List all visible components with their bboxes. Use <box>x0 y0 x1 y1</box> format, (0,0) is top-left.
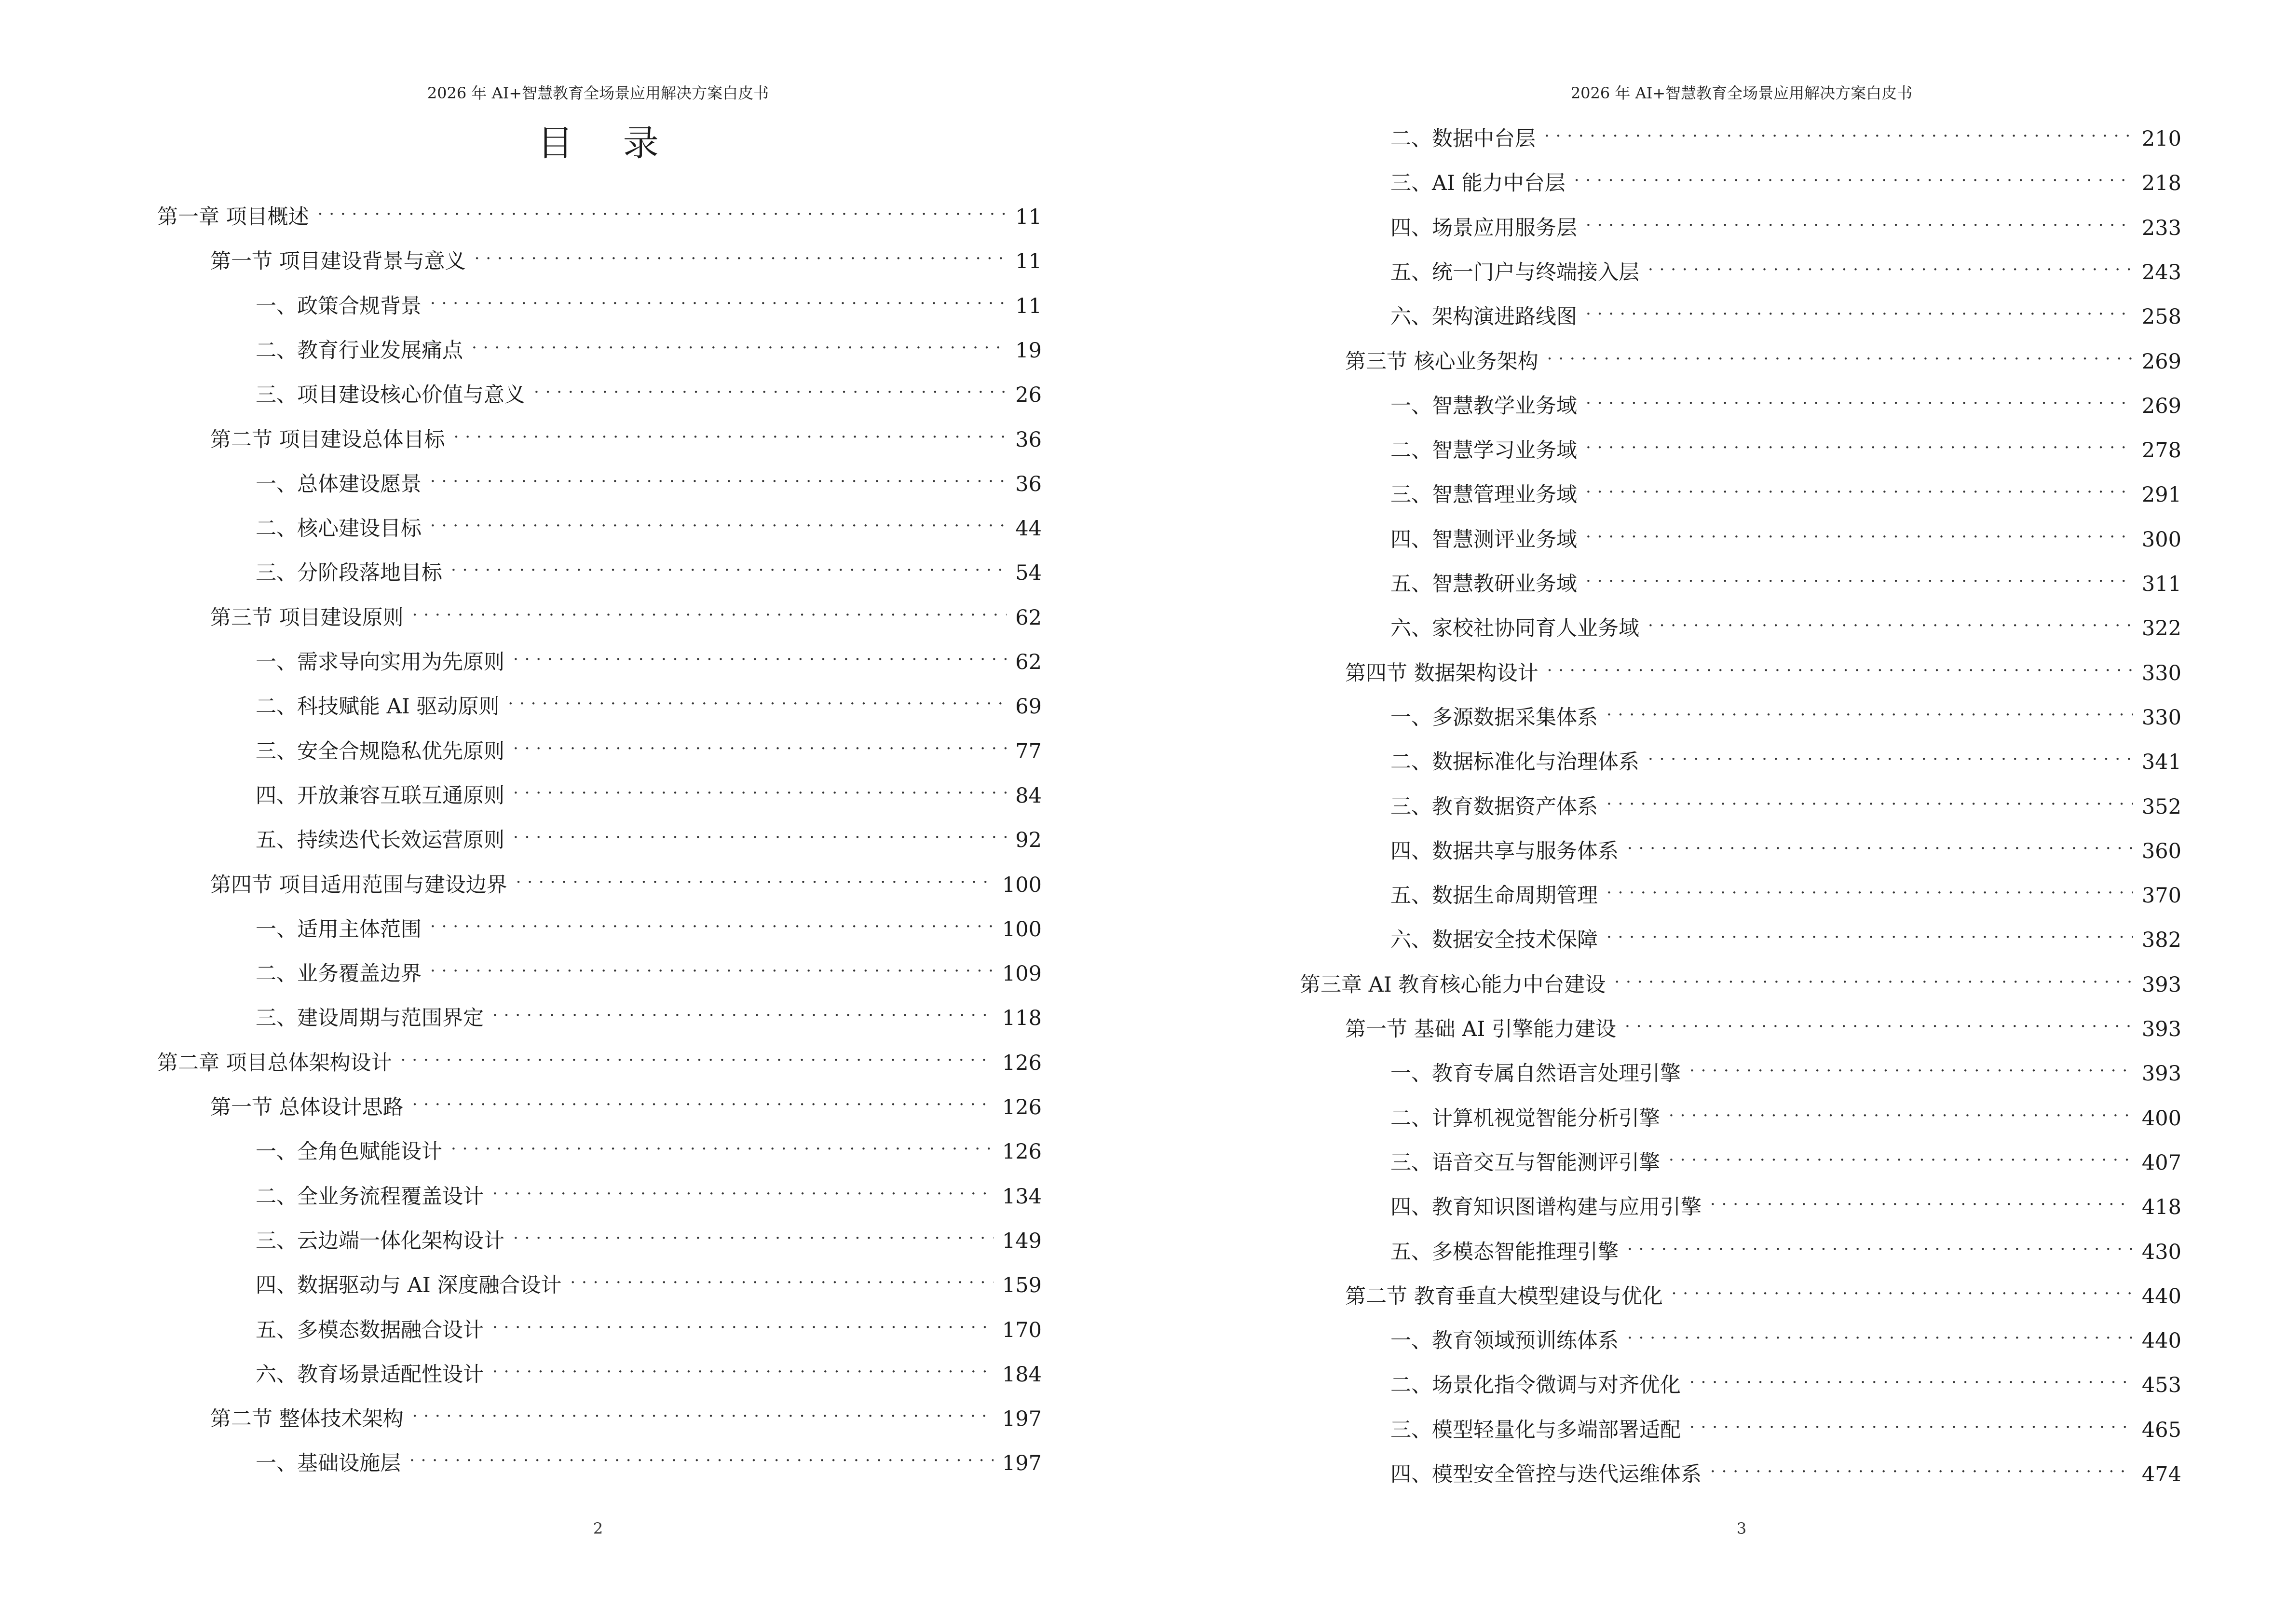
toc-leader-dots <box>508 684 1007 713</box>
toc-entry-page: 393 <box>2141 1017 2181 1041</box>
toc-entry[interactable] <box>256 373 1042 407</box>
toc-entry-title: 第二节 项目建设总体目标 <box>210 428 445 452</box>
toc-leader-dots <box>1627 1230 2133 1259</box>
toc-entry[interactable] <box>256 328 1042 363</box>
toc-entry[interactable] <box>1345 1007 2181 1041</box>
toc-leader-dots <box>1586 428 2133 457</box>
toc-leader-dots <box>1689 1408 2133 1437</box>
toc-entry-title: 四、数据驱动与 AI 深度融合设计 <box>256 1273 562 1297</box>
toc-title: 目 录 <box>537 123 678 164</box>
toc-entry-title: 四、模型安全管控与迭代运维体系 <box>1390 1462 1702 1487</box>
toc-entry[interactable] <box>210 418 1042 452</box>
toc-leader-dots <box>492 996 994 1025</box>
toc-leader-dots <box>318 195 1007 224</box>
toc-entry-page: 418 <box>2141 1195 2181 1219</box>
toc-entry-title: 五、统一门户与终端接入层 <box>1390 260 1639 285</box>
toc-entry-title: 二、数据中台层 <box>1390 127 1536 151</box>
toc-entry-page: 170 <box>1002 1318 1042 1342</box>
toc-entry-page: 352 <box>2141 795 2181 819</box>
toc-leader-dots <box>1544 117 2133 146</box>
toc-leader-dots <box>1606 873 2133 902</box>
toc-entry-title: 三、模型轻量化与多端部署适配 <box>1390 1418 1681 1442</box>
toc-entry-title: 二、计算机视觉智能分析引擎 <box>1390 1106 1660 1131</box>
toc-entry-page: 330 <box>2141 661 2181 685</box>
toc-entry-title: 第一节 项目建设背景与意义 <box>210 249 466 273</box>
toc-entry[interactable] <box>1390 161 2181 195</box>
toc-entry[interactable] <box>1390 873 2181 908</box>
toc-entry-title: 五、多模态智能推理引擎 <box>1390 1240 1619 1264</box>
toc-leader-dots <box>1586 384 2133 413</box>
toc-leader-dots <box>513 729 1007 758</box>
toc-leader-dots <box>412 596 1007 625</box>
toc-entry-title: 六、架构演进路线图 <box>1390 305 1577 329</box>
toc-leader-dots <box>1648 740 2133 769</box>
toc-entry-title: 三、分阶段落地目标 <box>256 561 442 585</box>
toc-entry-page: 11 <box>1015 294 1042 318</box>
toc-entry-title: 二、科技赋能 AI 驱动原则 <box>256 695 500 719</box>
toc-entry[interactable] <box>1390 829 2181 863</box>
toc-entry-title: 三、语音交互与智能测评引擎 <box>1390 1151 1660 1175</box>
toc-leader-dots <box>513 774 1007 803</box>
toc-entry[interactable] <box>1390 696 2181 730</box>
toc-leader-dots <box>492 1308 994 1337</box>
toc-entry[interactable] <box>1390 918 2181 952</box>
page-number: 2 <box>593 1519 603 1538</box>
toc-leader-dots <box>451 551 1007 580</box>
toc-entry[interactable] <box>1390 1185 2181 1219</box>
toc-leader-dots <box>492 1352 994 1381</box>
toc-entry-page: 407 <box>2141 1151 2181 1175</box>
toc-entry-page: 341 <box>2141 750 2181 774</box>
toc-entry-page: 126 <box>1002 1140 1042 1164</box>
toc-entry-page: 36 <box>1015 472 1042 496</box>
toc-entry-title: 四、智慧测评业务域 <box>1390 528 1577 552</box>
toc-leader-dots <box>1586 295 2133 324</box>
toc-entry-page: 126 <box>1002 1051 1042 1075</box>
toc-leader-dots <box>1689 1363 2133 1392</box>
running-header: 2026 年 AI+智慧教育全场景应用解决方案白皮书 <box>427 84 769 102</box>
toc-entry-title: 三、建设周期与范围界定 <box>256 1006 484 1030</box>
toc-leader-dots <box>1586 562 2133 591</box>
toc-entry[interactable] <box>157 195 1042 229</box>
toc-entry-page: 210 <box>2141 127 2181 151</box>
toc-entry-title: 五、智慧教研业务域 <box>1390 572 1577 596</box>
toc-entry-page: 269 <box>2141 350 2181 374</box>
toc-entry-page: 440 <box>2141 1329 2181 1353</box>
toc-entry[interactable] <box>256 729 1042 764</box>
toc-entry-title: 一、教育专属自然语言处理引擎 <box>1390 1062 1681 1086</box>
toc-entry[interactable] <box>1390 1363 2181 1397</box>
toc-entry-page: 126 <box>1002 1095 1042 1119</box>
toc-leader-dots <box>1648 606 2133 635</box>
toc-entry-page: 393 <box>2141 973 2181 997</box>
toc-leader-dots <box>1547 651 2133 680</box>
toc-leader-dots <box>1689 1051 2133 1080</box>
toc-leader-dots <box>451 1130 994 1159</box>
toc-entry-title: 第三章 AI 教育核心能力中台建设 <box>1300 973 1606 997</box>
toc-entry-page: 440 <box>2141 1284 2181 1309</box>
toc-entry-title: 二、核心建设目标 <box>256 517 422 541</box>
toc-entry[interactable] <box>256 952 1042 986</box>
toc-leader-dots <box>1606 918 2133 947</box>
toc-entry-title: 六、家校社协同育人业务域 <box>1390 616 1639 641</box>
toc-leader-dots <box>1614 963 2133 992</box>
toc-page-right <box>1144 0 2287 1624</box>
toc-entry[interactable] <box>1390 1230 2181 1264</box>
toc-entry[interactable] <box>256 1130 1042 1164</box>
toc-entry[interactable] <box>256 284 1042 318</box>
toc-entry-page: 109 <box>1002 962 1042 986</box>
toc-entry-page: 26 <box>1015 383 1042 407</box>
toc-leader-dots <box>492 1174 994 1203</box>
toc-entry-title: 四、场景应用服务层 <box>1390 216 1577 240</box>
toc-entry[interactable] <box>256 1263 1042 1297</box>
toc-leader-dots <box>409 1441 994 1470</box>
toc-entry-page: 54 <box>1015 561 1042 585</box>
toc-entry-title: 三、云边端一体化架构设计 <box>256 1229 504 1253</box>
toc-leader-dots <box>1547 340 2133 368</box>
toc-entry-title: 第三节 项目建设原则 <box>210 606 404 630</box>
toc-entry-page: 11 <box>1015 205 1042 229</box>
toc-entry[interactable] <box>256 1352 1042 1387</box>
toc-entry[interactable] <box>1345 340 2181 374</box>
toc-entry[interactable] <box>1390 384 2181 418</box>
toc-leader-dots <box>1606 785 2133 814</box>
toc-entry[interactable] <box>157 1041 1042 1075</box>
toc-leader-dots <box>1710 1452 2133 1481</box>
toc-entry-page: 19 <box>1015 339 1042 363</box>
toc-leader-dots <box>430 952 994 981</box>
toc-entry[interactable] <box>210 239 1042 273</box>
toc-entry-page: 118 <box>1002 1006 1042 1030</box>
toc-entry-page: 278 <box>2141 438 2181 463</box>
toc-entry[interactable] <box>1390 1452 2181 1487</box>
toc-entry-page: 100 <box>1002 873 1042 897</box>
toc-leader-dots <box>401 1041 994 1070</box>
toc-entry-page: 69 <box>1015 695 1042 719</box>
toc-entry-page: 453 <box>2141 1373 2181 1397</box>
toc-entry[interactable] <box>256 907 1042 942</box>
toc-entry-title: 第二节 整体技术架构 <box>210 1407 404 1431</box>
toc-entry-page: 100 <box>1002 917 1042 942</box>
toc-leader-dots <box>513 640 1007 669</box>
toc-entry[interactable] <box>256 774 1042 808</box>
toc-entry[interactable] <box>1390 518 2181 552</box>
toc-entry[interactable] <box>1390 1408 2181 1442</box>
toc-entry-page: 360 <box>2141 839 2181 863</box>
toc-entry[interactable] <box>1390 1141 2181 1175</box>
toc-entry-page: 269 <box>2141 394 2181 418</box>
toc-entry-page: 322 <box>2141 616 2181 641</box>
toc-entry[interactable] <box>210 863 1042 897</box>
toc-entry[interactable] <box>1300 963 2181 997</box>
toc-entry[interactable] <box>256 1308 1042 1342</box>
toc-entry-title: 一、教育领域预训练体系 <box>1390 1329 1619 1353</box>
toc-entry-page: 197 <box>1002 1407 1042 1431</box>
toc-entry[interactable] <box>1390 1319 2181 1353</box>
toc-entry-page: 370 <box>2141 884 2181 908</box>
toc-entry-page: 258 <box>2141 305 2181 329</box>
toc-entry[interactable] <box>210 1085 1042 1119</box>
toc-entry-title: 第二章 项目总体架构设计 <box>157 1051 392 1075</box>
toc-entry-page: 84 <box>1015 784 1042 808</box>
toc-entry[interactable] <box>256 1441 1042 1475</box>
toc-entry-title: 一、总体建设愿景 <box>256 472 422 496</box>
toc-leader-dots <box>1627 1319 2133 1348</box>
toc-entry-page: 393 <box>2141 1062 2181 1086</box>
toc-entry-title: 第二节 教育垂直大模型建设与优化 <box>1345 1284 1663 1309</box>
toc-entry-title: 六、教育场景适配性设计 <box>256 1363 484 1387</box>
toc-leader-dots <box>430 462 1007 491</box>
toc-entry-page: 465 <box>2141 1418 2181 1442</box>
toc-leader-dots <box>1586 518 2133 546</box>
toc-leader-dots <box>1606 696 2133 724</box>
toc-entry[interactable] <box>1390 428 2181 463</box>
toc-entry-page: 197 <box>1002 1451 1042 1475</box>
toc-leader-dots <box>1586 206 2133 235</box>
toc-entry-title: 三、教育数据资产体系 <box>1390 795 1598 819</box>
toc-entry-page: 184 <box>1002 1363 1042 1387</box>
toc-leader-dots <box>1586 473 2133 502</box>
toc-entry-title: 一、适用主体范围 <box>256 917 422 942</box>
toc-entry[interactable] <box>256 551 1042 585</box>
toc-entry[interactable] <box>1345 651 2181 685</box>
toc-entry-page: 400 <box>2141 1106 2181 1131</box>
toc-entry[interactable] <box>210 596 1042 630</box>
toc-entry[interactable] <box>1390 785 2181 819</box>
toc-entry-page: 159 <box>1002 1273 1042 1297</box>
toc-entry-page: 11 <box>1015 249 1042 273</box>
toc-entry-page: 430 <box>2141 1240 2181 1264</box>
toc-leader-dots <box>1574 161 2133 190</box>
toc-entry-title: 一、基础设施层 <box>256 1451 401 1475</box>
toc-entry[interactable] <box>1390 473 2181 507</box>
toc-entry-page: 474 <box>2141 1462 2181 1487</box>
toc-entry[interactable] <box>1390 295 2181 329</box>
toc-entry[interactable] <box>256 640 1042 674</box>
toc-entry-title: 五、持续迭代长效运营原则 <box>256 828 504 852</box>
toc-entry-title: 三、AI 能力中台层 <box>1390 171 1566 195</box>
toc-entry-title: 三、安全合规隐私优先原则 <box>256 739 504 764</box>
toc-entry[interactable] <box>1390 740 2181 774</box>
toc-leader-dots <box>430 907 994 936</box>
toc-entry-title: 二、场景化指令微调与对齐优化 <box>1390 1373 1681 1397</box>
toc-entry-page: 134 <box>1002 1185 1042 1209</box>
toc-entry-title: 二、数据标准化与治理体系 <box>1390 750 1639 774</box>
toc-leader-dots <box>472 328 1007 357</box>
toc-entry-title: 第三节 核心业务架构 <box>1345 350 1538 374</box>
toc-entry[interactable] <box>256 1174 1042 1209</box>
toc-leader-dots <box>1648 250 2133 279</box>
toc-entry[interactable] <box>256 462 1042 496</box>
toc-entry-title: 第一章 项目概述 <box>157 205 309 229</box>
toc-entry[interactable] <box>256 684 1042 719</box>
toc-entry-page: 44 <box>1015 517 1042 541</box>
toc-entry[interactable] <box>256 996 1042 1030</box>
toc-entry[interactable] <box>1390 250 2181 285</box>
toc-entry-title: 六、数据安全技术保障 <box>1390 928 1598 952</box>
toc-entry-page: 77 <box>1015 739 1042 764</box>
toc-entry[interactable] <box>1390 117 2181 151</box>
toc-leader-dots <box>412 1085 994 1114</box>
toc-entry-title: 四、教育知识图谱构建与应用引擎 <box>1390 1195 1702 1219</box>
toc-entry-page: 62 <box>1015 606 1042 630</box>
toc-leader-dots <box>430 284 1007 313</box>
toc-entry-page: 330 <box>2141 706 2181 730</box>
toc-entry[interactable] <box>1390 562 2181 596</box>
toc-entry-title: 二、业务覆盖边界 <box>256 962 422 986</box>
toc-entry-page: 36 <box>1015 428 1042 452</box>
toc-entry-title: 二、教育行业发展痛点 <box>256 339 463 363</box>
toc-leader-dots <box>1710 1185 2133 1214</box>
page-number: 3 <box>1736 1519 1747 1538</box>
toc-leader-dots <box>513 818 1007 847</box>
toc-entry-page: 382 <box>2141 928 2181 952</box>
toc-entry-page: 311 <box>2141 572 2181 596</box>
toc-entry-title: 二、全业务流程覆盖设计 <box>256 1185 484 1209</box>
toc-leader-dots <box>516 863 994 892</box>
running-header: 2026 年 AI+智慧教育全场景应用解决方案白皮书 <box>1570 84 1913 102</box>
toc-leader-dots <box>570 1263 994 1292</box>
toc-entry[interactable] <box>1390 206 2181 240</box>
toc-leader-dots <box>513 1219 994 1248</box>
toc-entry-page: 291 <box>2141 483 2181 507</box>
toc-entry[interactable] <box>1390 1096 2181 1131</box>
toc-entry-title: 二、智慧学习业务域 <box>1390 438 1577 463</box>
toc-entry-page: 218 <box>2141 171 2181 195</box>
toc-entry-title: 三、智慧管理业务域 <box>1390 483 1577 507</box>
toc-entry-page: 300 <box>2141 528 2181 552</box>
toc-entry[interactable] <box>1390 1051 2181 1086</box>
toc-entry-title: 第一节 总体设计思路 <box>210 1095 404 1119</box>
toc-entry-title: 第一节 基础 AI 引擎能力建设 <box>1345 1017 1617 1041</box>
toc-entry-title: 第四节 项目适用范围与建设边界 <box>210 873 507 897</box>
toc-leader-dots <box>1669 1096 2133 1125</box>
toc-entry-title: 一、需求导向实用为先原则 <box>256 650 504 674</box>
toc-leader-dots <box>1669 1141 2133 1170</box>
toc-entry-page: 149 <box>1002 1229 1042 1253</box>
toc-entry[interactable] <box>210 1397 1042 1431</box>
toc-leader-dots <box>1627 829 2133 858</box>
toc-entry-title: 五、数据生命周期管理 <box>1390 884 1598 908</box>
toc-entry-page: 243 <box>2141 260 2181 285</box>
toc-entry-title: 五、多模态数据融合设计 <box>256 1318 484 1342</box>
toc-entry-page: 233 <box>2141 216 2181 240</box>
toc-entry-title: 四、开放兼容互联互通原则 <box>256 784 504 808</box>
toc-entry-page: 92 <box>1015 828 1042 852</box>
toc-leader-dots <box>534 373 1007 402</box>
toc-entry-page: 62 <box>1015 650 1042 674</box>
toc-leader-dots <box>430 506 1007 535</box>
toc-entry-title: 第四节 数据架构设计 <box>1345 661 1538 685</box>
toc-entry[interactable] <box>256 1219 1042 1253</box>
toc-entry[interactable] <box>256 818 1042 852</box>
toc-entry-title: 一、政策合规背景 <box>256 294 422 318</box>
toc-entry[interactable] <box>256 506 1042 541</box>
toc-leader-dots <box>1625 1007 2133 1036</box>
toc-entry-title: 一、智慧教学业务域 <box>1390 394 1577 418</box>
toc-entry-title: 一、多源数据采集体系 <box>1390 706 1598 730</box>
toc-entry[interactable] <box>1390 606 2181 641</box>
toc-entry[interactable] <box>1345 1274 2181 1309</box>
toc-leader-dots <box>475 239 1007 268</box>
toc-entry-title: 三、项目建设核心价值与意义 <box>256 383 525 407</box>
toc-entry-title: 一、全角色赋能设计 <box>256 1140 442 1164</box>
toc-leader-dots <box>412 1397 994 1426</box>
toc-entry-title: 四、数据共享与服务体系 <box>1390 839 1619 863</box>
toc-leader-dots <box>1672 1274 2133 1303</box>
toc-leader-dots <box>454 418 1007 447</box>
